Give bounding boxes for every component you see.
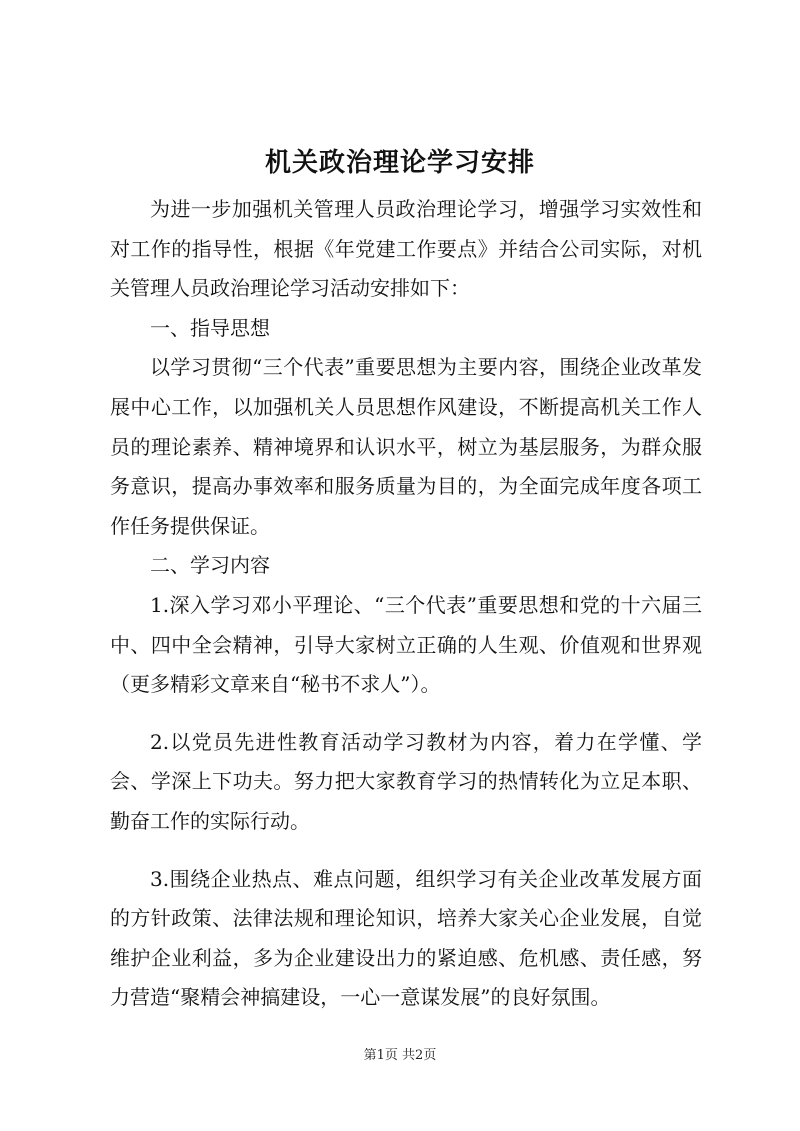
intro-paragraph: 为进一步加强机关管理人员政治理论学习，增强学习实效性和对工作的指导性，根据《年党建工作要点》并结合公司实际，对机关管理人员政治理论学习活动安排如下： — [110, 197, 702, 301]
guiding-ideology-paragraph: 以学习贯彻“三个代表”重要思想为主要内容，围绕企业改革发展中心工作，以加强机关人员思想作风建设，不断提高机关工作人员的理论素养、精神境界和认识水平，树立为基层服务，为群众服务意识，提高办事效率和服务质量为目的，为全面完成年度各项工作任务提供保证。 — [110, 355, 702, 538]
study-item-1: 1.深入学习邓小平理论、“三个代表”重要思想和党的十六届三中、四中全会精神，引导大家树立正确的人生观、价值观和世界观（更多精彩文章来自“秘书不求人”）。 — [110, 592, 702, 697]
page-number-footer: 第1页 共2页 — [363, 1048, 437, 1063]
study-item-2: 2.以党员先进性教育活动学习教材为内容，着力在学懂、学会、学深上下功夫。努力把大家教育学习的热情转化为立足本职、勤奋工作的实际行动。 — [110, 729, 702, 833]
study-item-3: 3.围绕企业热点、难点问题，组织学习有关企业改革发展方面的方针政策、法律法规和理论知识，培养大家关心企业发展，自觉维护企业利益，多为企业建设出力的紧迫感、危机感、责任感，努力营造“聚精会神搞建设，一心一意谋发展”的良好氛围。 — [110, 866, 702, 1010]
section-heading-study-content: 二、学习内容 — [150, 553, 270, 578]
document-body — [110, 190, 702, 1018]
section-heading-guiding-ideology: 一、指导思想 — [150, 315, 270, 340]
document-title: 机关政治理论学习安排 — [264, 148, 535, 178]
